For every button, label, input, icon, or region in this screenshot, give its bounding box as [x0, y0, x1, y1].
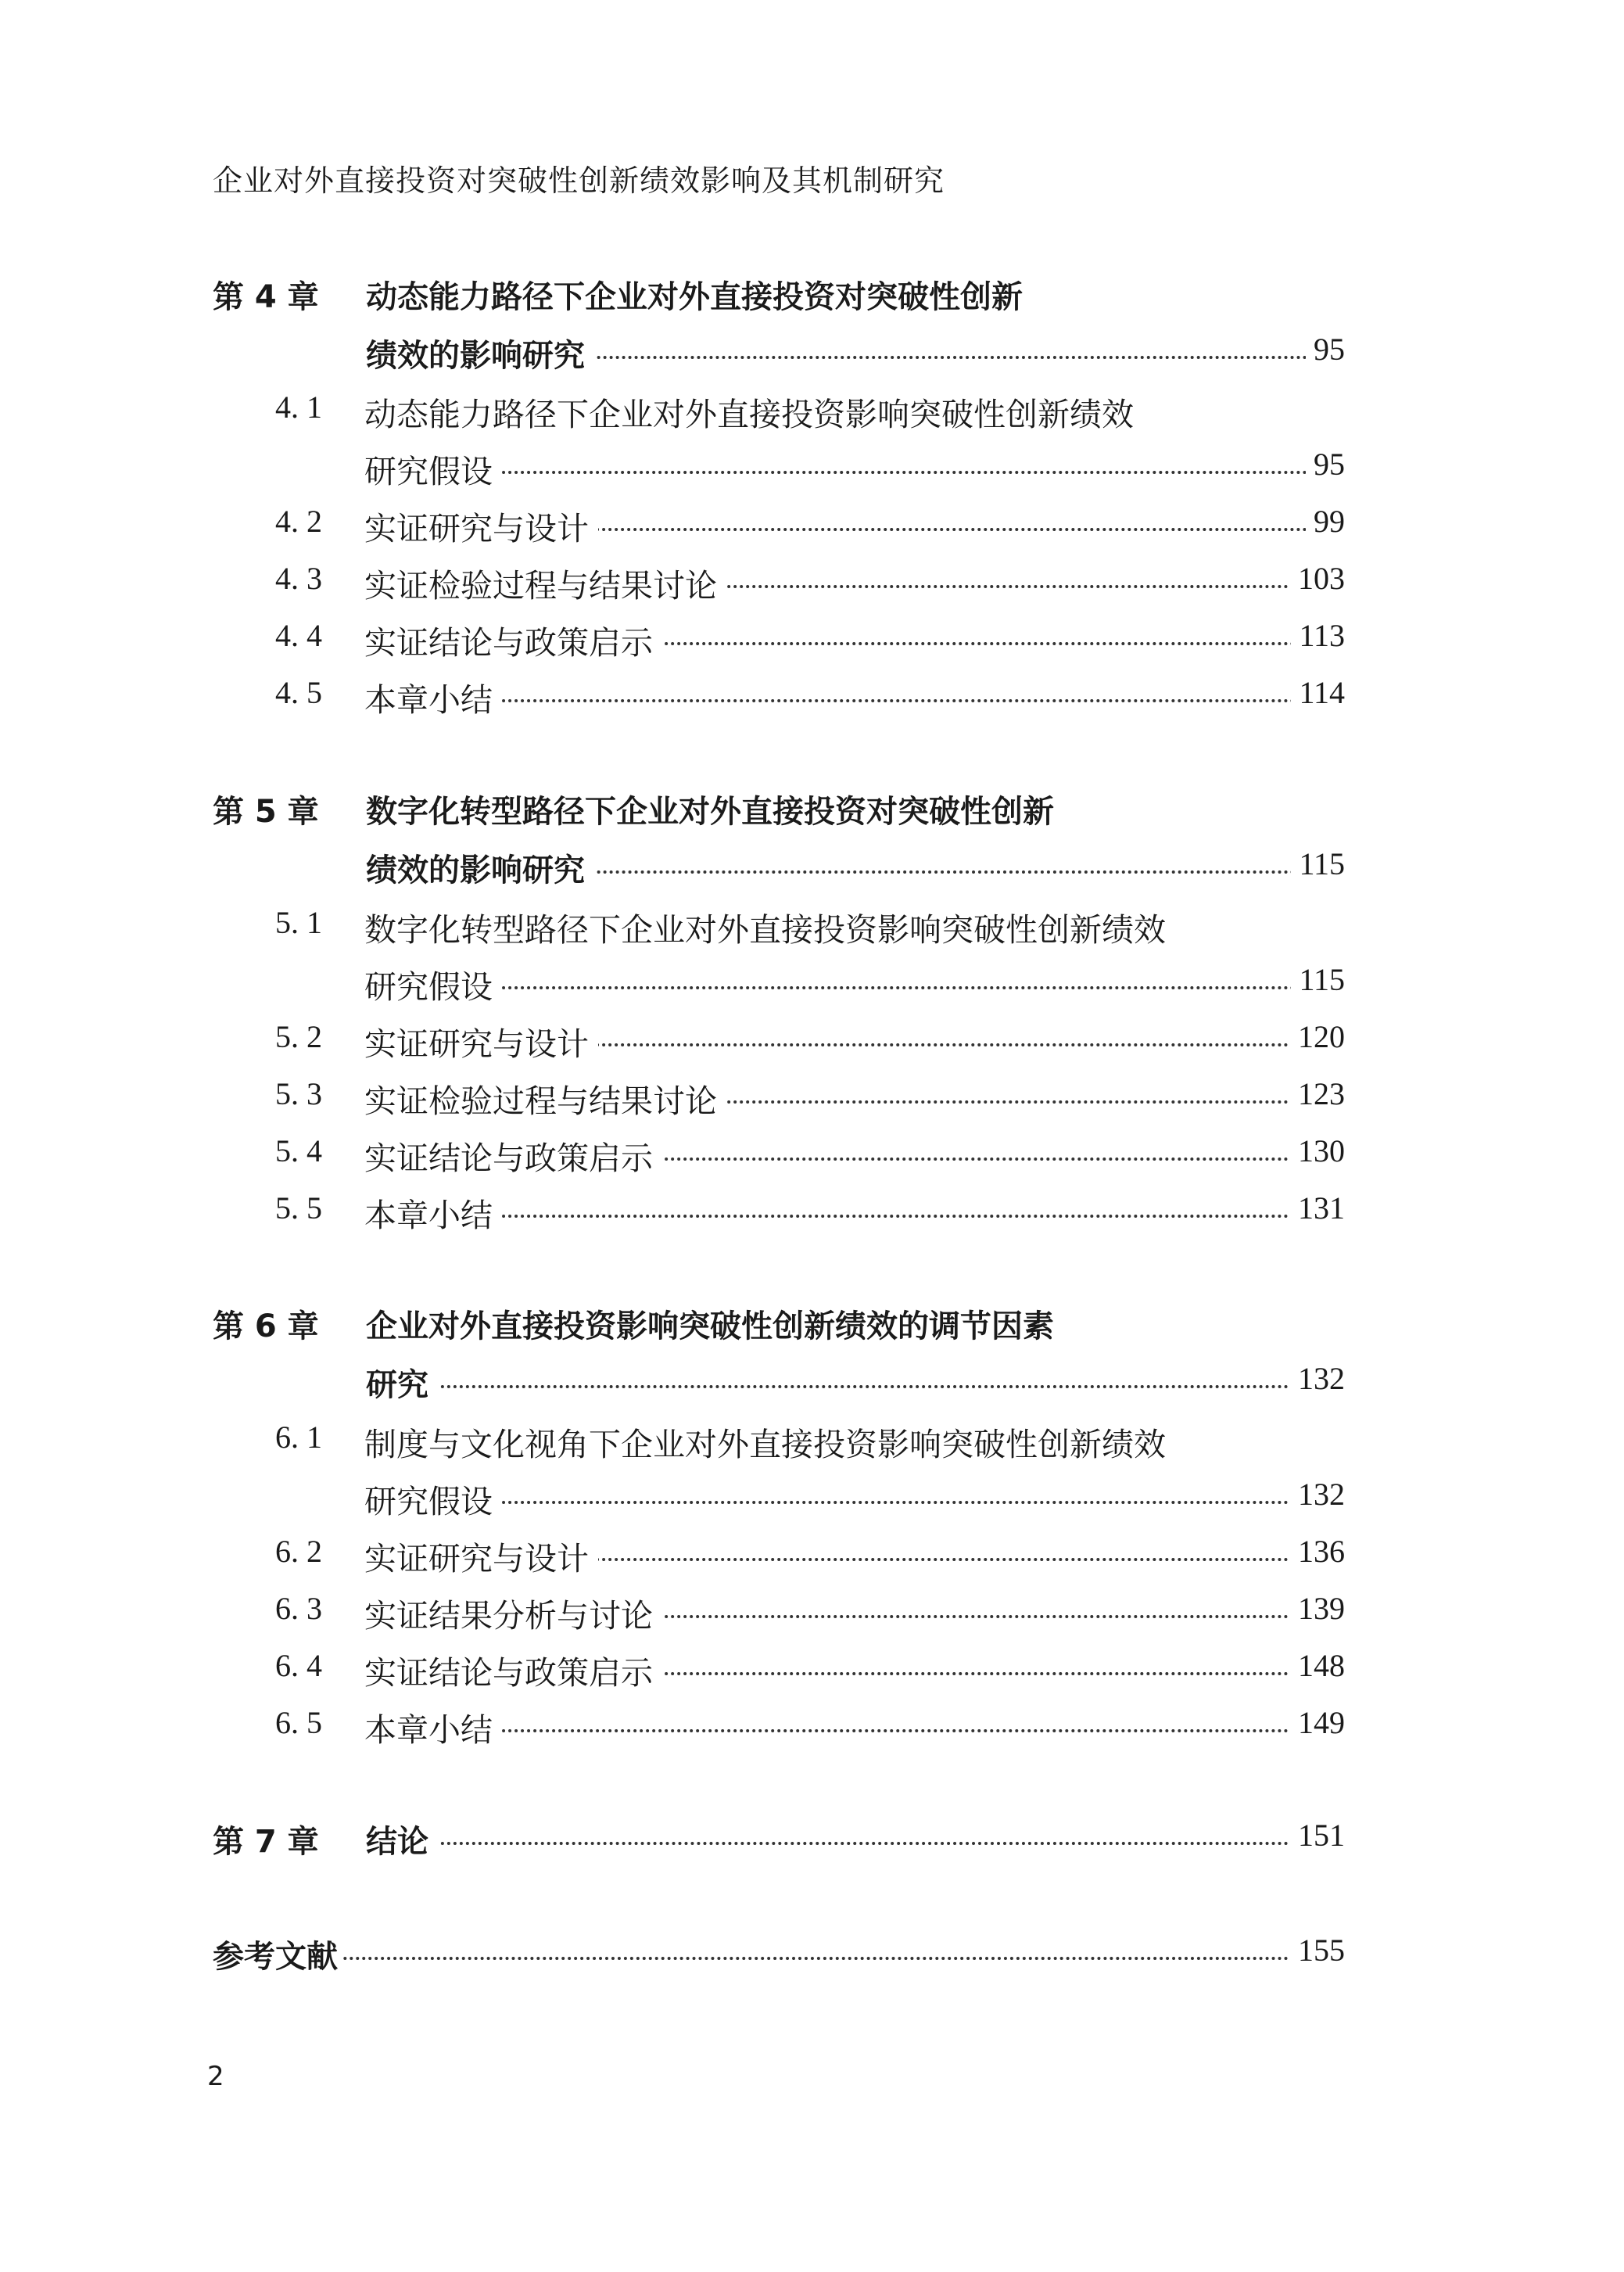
toc-entry[interactable] [0, 1018, 1624, 1065]
page-number: 114 [1291, 674, 1345, 711]
section-title: 实证研究与设计 [364, 1533, 598, 1579]
section-number: 6. 3 [275, 1591, 322, 1626]
toc-entry[interactable] [0, 1190, 1624, 1236]
toc-entry[interactable] [0, 845, 1624, 892]
page-number: 120 [1290, 1018, 1345, 1055]
chapter-title: 结论 [366, 1817, 438, 1861]
section-title: 实证研究与设计 [364, 1018, 598, 1064]
section-title: 研究假设 [364, 446, 502, 492]
toc-entry[interactable] [0, 1533, 1624, 1580]
toc-entry[interactable] [0, 1590, 1624, 1637]
section-number: 5. 1 [275, 905, 322, 940]
page-number: 95 [1306, 446, 1345, 483]
section-title: 本章小结 [364, 1704, 502, 1750]
chapter-heading [0, 1301, 1624, 1348]
section-number: 5. 3 [275, 1076, 322, 1111]
toc-entry[interactable] [0, 1360, 1624, 1407]
section-title: 实证检验过程与结果讨论 [364, 1075, 726, 1122]
page-number: 132 [1290, 1360, 1345, 1397]
page-number: 130 [1290, 1132, 1345, 1169]
dot-leader [213, 1957, 1345, 1960]
section-title: 动态能力路径下企业对外直接投资影响突破性创新绩效 [364, 389, 1143, 435]
section-number: 5. 4 [275, 1133, 322, 1168]
page-number: 115 [1291, 845, 1345, 882]
toc-entry[interactable] [0, 1476, 1624, 1523]
chapter-number: 第 7 章 [213, 1824, 319, 1860]
page-number: 149 [1290, 1704, 1345, 1741]
page-number: 123 [1290, 1075, 1345, 1112]
dot-leader [364, 986, 1345, 989]
toc-entry[interactable] [0, 617, 1624, 664]
section-title: 制度与文化视角下企业对外直接投资影响突破性创新绩效 [364, 1419, 1175, 1465]
page-number: 151 [1290, 1817, 1345, 1854]
chapter-number: 第 5 章 [213, 794, 319, 830]
references-title: 参考文献 [213, 1932, 342, 1976]
section-number: 6. 1 [275, 1420, 322, 1455]
folio-page-number: 2 [207, 2061, 224, 2092]
section-title: 实证结果分析与讨论 [364, 1590, 662, 1636]
section-number: 4. 2 [275, 504, 322, 539]
toc-entry[interactable] [0, 560, 1624, 607]
section-number: 4. 3 [275, 561, 322, 596]
section-number: 5. 2 [275, 1019, 322, 1054]
page-number: 132 [1290, 1476, 1345, 1513]
page-number: 131 [1290, 1190, 1345, 1226]
section-title: 数字化转型路径下企业对外直接投资影响突破性创新绩效 [364, 904, 1175, 950]
section-title: 本章小结 [364, 674, 502, 720]
section-title: 实证结论与政策启示 [364, 1647, 662, 1693]
page-number: 155 [1290, 1932, 1345, 1969]
chapter-title: 动态能力路径下企业对外直接投资对突破性创新 [366, 272, 1032, 317]
section-heading [0, 1419, 1624, 1466]
running-head: 企业对外直接投资对突破性创新绩效影响及其机制研究 [213, 163, 945, 198]
section-title: 实证结论与政策启示 [364, 617, 662, 663]
section-number: 6. 4 [275, 1648, 322, 1683]
dot-leader [364, 471, 1345, 474]
section-number: 4. 5 [275, 675, 322, 710]
page-number: 103 [1290, 560, 1345, 597]
section-number: 6. 5 [275, 1705, 322, 1740]
dot-leader [364, 1501, 1345, 1504]
chapter-title: 绩效的影响研究 [366, 845, 594, 890]
toc-entry[interactable] [0, 1132, 1624, 1179]
toc-entry[interactable] [0, 1817, 1624, 1864]
section-title: 研究假设 [364, 961, 502, 1007]
dot-leader [364, 699, 1345, 702]
chapter-number: 第 4 章 [213, 279, 319, 315]
dot-leader [364, 1215, 1345, 1218]
page-number: 99 [1306, 503, 1345, 540]
toc-entry[interactable] [0, 1647, 1624, 1694]
section-heading [0, 389, 1624, 436]
dot-leader [366, 1842, 1345, 1845]
toc-entry[interactable] [0, 1932, 1624, 1979]
page-number: 95 [1306, 331, 1345, 368]
section-title: 研究假设 [364, 1476, 502, 1522]
dot-leader [366, 1385, 1345, 1388]
page-number: 113 [1291, 617, 1345, 654]
chapter-title: 企业对外直接投资影响突破性创新绩效的调节因素 [366, 1301, 1063, 1346]
section-number: 4. 1 [275, 389, 322, 425]
section-heading [0, 904, 1624, 951]
section-number: 4. 4 [275, 618, 322, 653]
page-number: 148 [1290, 1647, 1345, 1684]
chapter-title: 研究 [366, 1360, 438, 1405]
section-title: 本章小结 [364, 1190, 502, 1236]
toc-entry[interactable] [0, 1704, 1624, 1751]
section-title: 实证结论与政策启示 [364, 1132, 662, 1179]
chapter-heading [0, 272, 1624, 319]
toc-entry[interactable] [0, 331, 1624, 378]
chapter-title: 数字化转型路径下企业对外直接投资对突破性创新 [366, 787, 1063, 831]
page-number: 115 [1291, 961, 1345, 998]
section-number: 6. 2 [275, 1534, 322, 1569]
toc-entry[interactable] [0, 961, 1624, 1008]
toc-entry[interactable] [0, 674, 1624, 721]
toc-entry[interactable] [0, 503, 1624, 550]
toc-entry[interactable] [0, 446, 1624, 493]
chapter-heading [0, 787, 1624, 834]
section-number: 5. 5 [275, 1190, 322, 1226]
toc-entry[interactable] [0, 1075, 1624, 1122]
page-number: 136 [1290, 1533, 1345, 1570]
chapter-title: 绩效的影响研究 [366, 331, 594, 375]
chapter-number: 第 6 章 [213, 1308, 319, 1344]
section-title: 实证检验过程与结果讨论 [364, 560, 726, 606]
dot-leader [364, 1729, 1345, 1732]
page-number: 139 [1290, 1590, 1345, 1627]
section-title: 实证研究与设计 [364, 503, 598, 549]
